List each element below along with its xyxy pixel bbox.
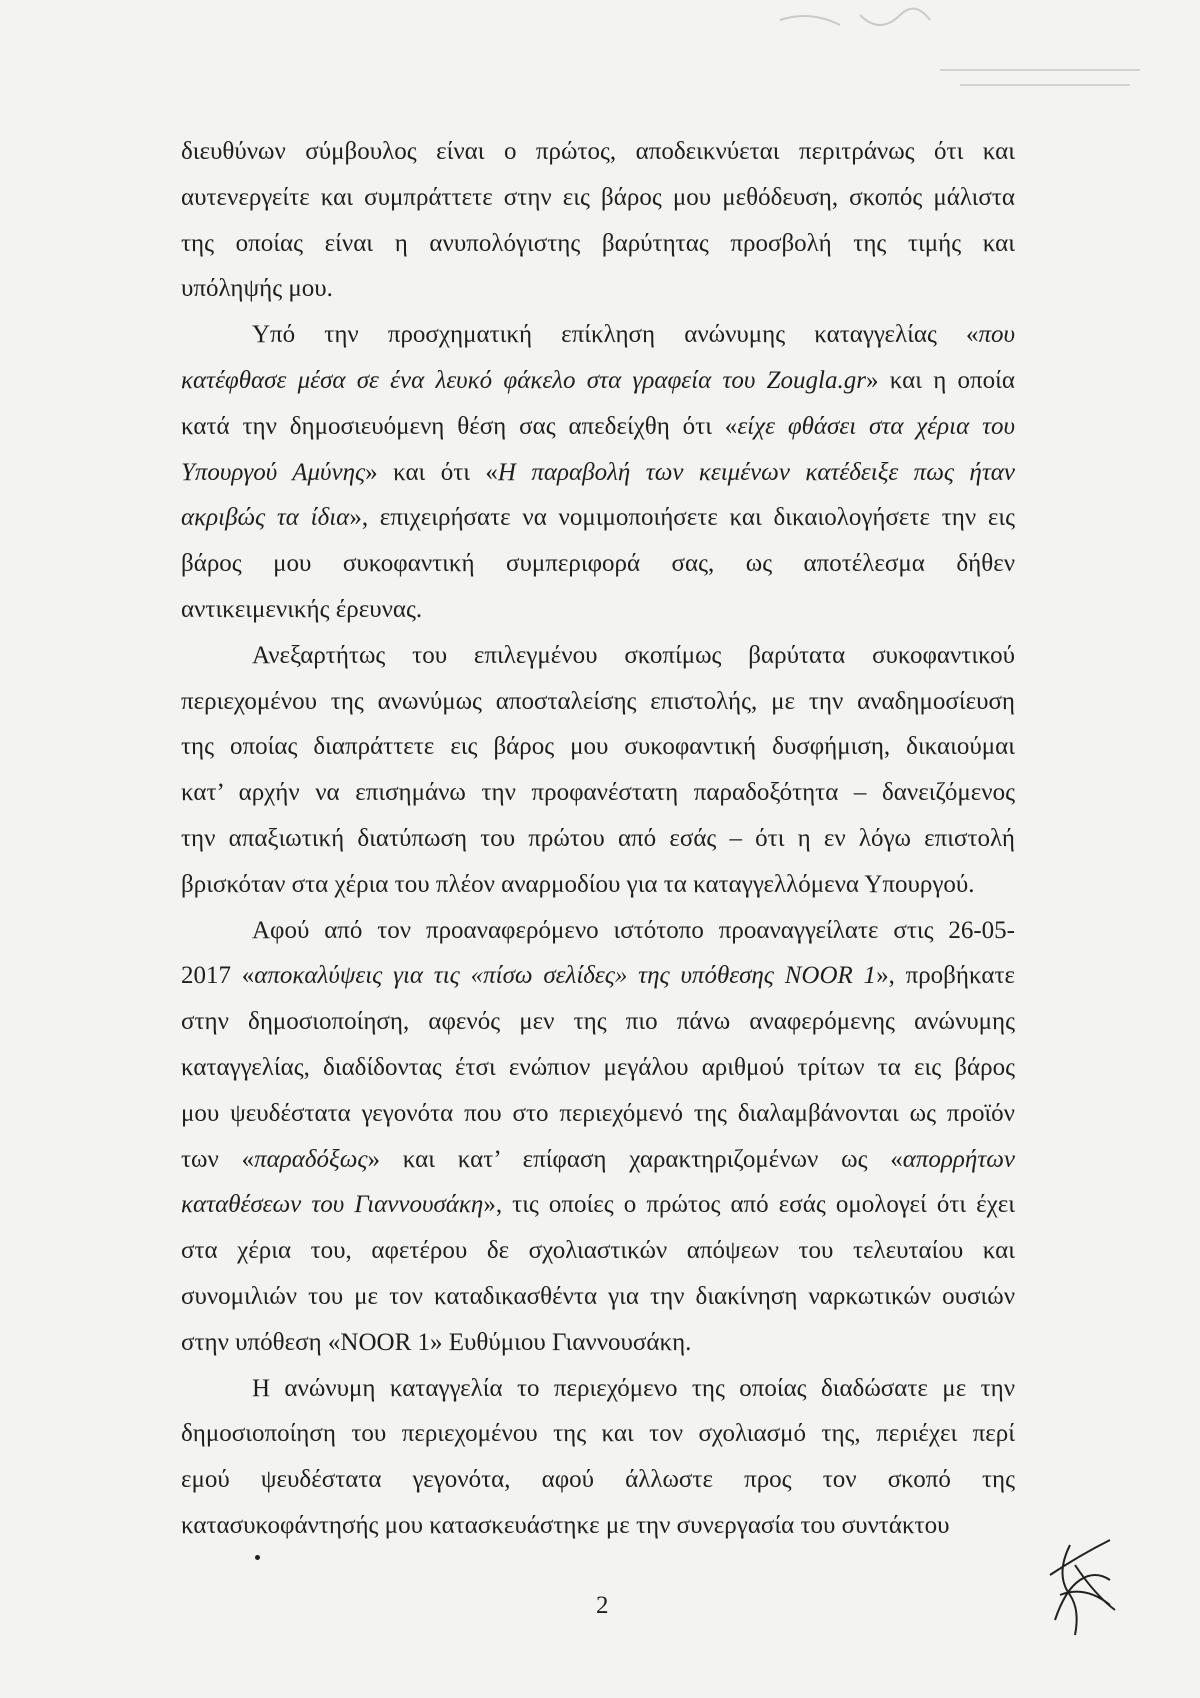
text-line (181, 1045, 1015, 1091)
body-text: », προβήκατε (876, 962, 1015, 990)
text-line (181, 633, 1015, 679)
italic-quote-text: που (978, 321, 1015, 349)
body-text: των « (181, 1145, 255, 1173)
text-line (181, 1228, 1015, 1274)
body-text: αυτενεργείτε και συμπράττετε στην εις βάρος μου μεθόδευση, σκοπός μάλιστα (181, 183, 1015, 211)
document-body (181, 129, 1015, 1549)
body-text: υπόληψής μου. (181, 275, 333, 303)
text-line (181, 221, 1015, 267)
italic-quote-text: παραδόξως (254, 1145, 368, 1173)
body-text: κατασυκοφάντησής μου κατασκευάστηκε με την συνεργασία του συντάκτου (181, 1511, 950, 1539)
text-line (181, 908, 1015, 954)
body-text: δημοσιοποίηση του περιεχομένου της και τον σχολιασμό της, περιέχει περί (181, 1420, 1015, 1448)
text-line (181, 1137, 1015, 1183)
text-line (181, 724, 1015, 770)
text-line (181, 1091, 1015, 1137)
body-text: βάρος μου συκοφαντική συμπεριφορά σας, ως αποτέλεσμα δήθεν (181, 550, 1015, 578)
body-text: διευθύνων σύμβουλος είναι ο πρώτος, αποδεικνύεται περιτράνως ότι και (181, 138, 1015, 165)
text-line (181, 358, 1015, 404)
text-line (181, 266, 1015, 312)
body-text: συνομιλιών του με τον καταδικασθέντα για την διακίνηση ναρκωτικών ουσιών (181, 1282, 1015, 1310)
body-text: » και η οποία (865, 366, 1015, 394)
italic-quote-text: Υπουργού Αμύνης (181, 458, 366, 486)
body-text: » και ότι « (365, 458, 498, 486)
body-text: Αφού από τον προαναφερόμενο ιστότοπο προαναγγείλατε στις 26-05- (252, 916, 1015, 944)
text-line (181, 312, 1015, 358)
text-line (181, 1411, 1015, 1457)
body-text: κατ’ αρχήν να επισημάνω την προφανέστατη παραδοξότητα – δανειζόμενος (181, 779, 1015, 807)
text-line (181, 953, 1015, 999)
text-line (181, 1320, 1015, 1366)
paragraph (181, 129, 1015, 312)
body-text: κατά την δημοσιευόμενη θέση σας απεδείχθη ότι « (181, 412, 738, 440)
body-text: της οποίας είναι η ανυπολόγιστης βαρύτητας προσβολή της τιμής και (181, 229, 1015, 257)
paragraph (181, 633, 1015, 908)
paragraph (181, 908, 1015, 1366)
text-line (181, 129, 1015, 175)
body-text: Η ανώνυμη καταγγελία το περιεχόμενο της οποίας διαδώσατε με την (252, 1374, 1015, 1402)
body-text: αντικειμενικής έρευνας. (181, 595, 423, 623)
text-line (181, 1503, 1015, 1549)
text-line (181, 450, 1015, 496)
italic-quote-text: ακριβώς τα ίδια (181, 504, 350, 532)
text-line (181, 1457, 1015, 1503)
text-line (181, 495, 1015, 541)
body-text: στην υπόθεση «NOOR 1» Ευθύμιου Γιαννουσάκη. (181, 1328, 692, 1356)
text-line (181, 999, 1015, 1045)
text-line (181, 679, 1015, 725)
italic-quote-text: απορρήτων (902, 1145, 1016, 1173)
signature-icon (1040, 1535, 1120, 1640)
body-text: βρισκόταν στα χέρια του πλέον αναρμοδίου για τα καταγγελλόμενα Υπουργού. (181, 870, 975, 898)
body-text: περιεχομένου της ανωνύμως αποσταλείσης επιστολής, με την αναδημοσίευση (181, 687, 1015, 715)
text-line (181, 816, 1015, 862)
italic-quote-text: είχε φθάσει στα χέρια του (737, 412, 1015, 440)
ink-dot (255, 1555, 260, 1560)
page-number: 2 (596, 1592, 609, 1619)
text-line (181, 404, 1015, 450)
italic-quote-text: Η παραβολή των κειμένων κατέδειξε πως ήταν (497, 458, 1015, 486)
italic-quote-text: αποκαλύψεις για τις «πίσω σελίδες» της υπόθεσης NOOR 1 (254, 962, 877, 990)
body-text: καταγγελίας, διαδίδοντας έτσι ενώπιον μεγάλου αριθμού τρίτων τα εις βάρος (181, 1053, 1015, 1081)
italic-quote-text: καταθέσεων του Γιαννουσάκη (181, 1191, 484, 1219)
body-text: στην δημοσιοποίηση, αφενός μεν της πιο πάνω αναφερόμενης ανώνυμης (181, 1008, 1015, 1036)
text-line (181, 1366, 1015, 1412)
paragraph (181, 312, 1015, 633)
body-text: 2017 « (181, 962, 255, 990)
body-text: την απαξιωτική διατύπωση του πρώτου από εσάς – ότι η εν λόγω επιστολή (181, 824, 1015, 852)
body-text: Ανεξαρτήτως του επιλεγμένου σκοπίμως βαρύτατα συκοφαντικού (252, 641, 1015, 669)
body-text: Υπό την προσχηματική επίκληση ανώνυμης καταγγελίας « (252, 321, 979, 349)
body-text: », επιχειρήσατε να νομιμοποιήσετε και δικαιολογήσετε την εις (349, 504, 1016, 532)
paragraph (181, 1366, 1015, 1549)
stamp-marks (740, 0, 1160, 110)
body-text: μου ψευδέστατα γεγονότα που στο περιεχόμενό της διαλαμβάνονται ως προϊόν (181, 1099, 1015, 1127)
body-text: » και κατ’ επίφαση χαρακτηριζομένων ως « (367, 1145, 903, 1173)
body-text: εμού ψευδέστατα γεγονότα, αφού άλλωστε προς τον σκοπό της (181, 1466, 1015, 1494)
text-line (181, 175, 1015, 221)
text-line (181, 1182, 1015, 1228)
text-line (181, 862, 1015, 908)
text-line (181, 770, 1015, 816)
body-text: στα χέρια του, αφετέρου δε σχολιαστικών απόψεων του τελευταίου και (181, 1237, 1015, 1265)
text-line (181, 541, 1015, 587)
body-text: της οποίας διαπράττετε εις βάρος μου συκοφαντική δυσφήμιση, δικαιούμαι (181, 733, 1015, 761)
text-line (181, 587, 1015, 633)
text-line (181, 1274, 1015, 1320)
italic-quote-text: κατέφθασε μέσα σε ένα λευκό φάκελο στα γραφεία του Zougla.gr (181, 366, 866, 394)
body-text: », τις οποίες ο πρώτος από εσάς ομολογεί ότι έχει (483, 1191, 1016, 1219)
